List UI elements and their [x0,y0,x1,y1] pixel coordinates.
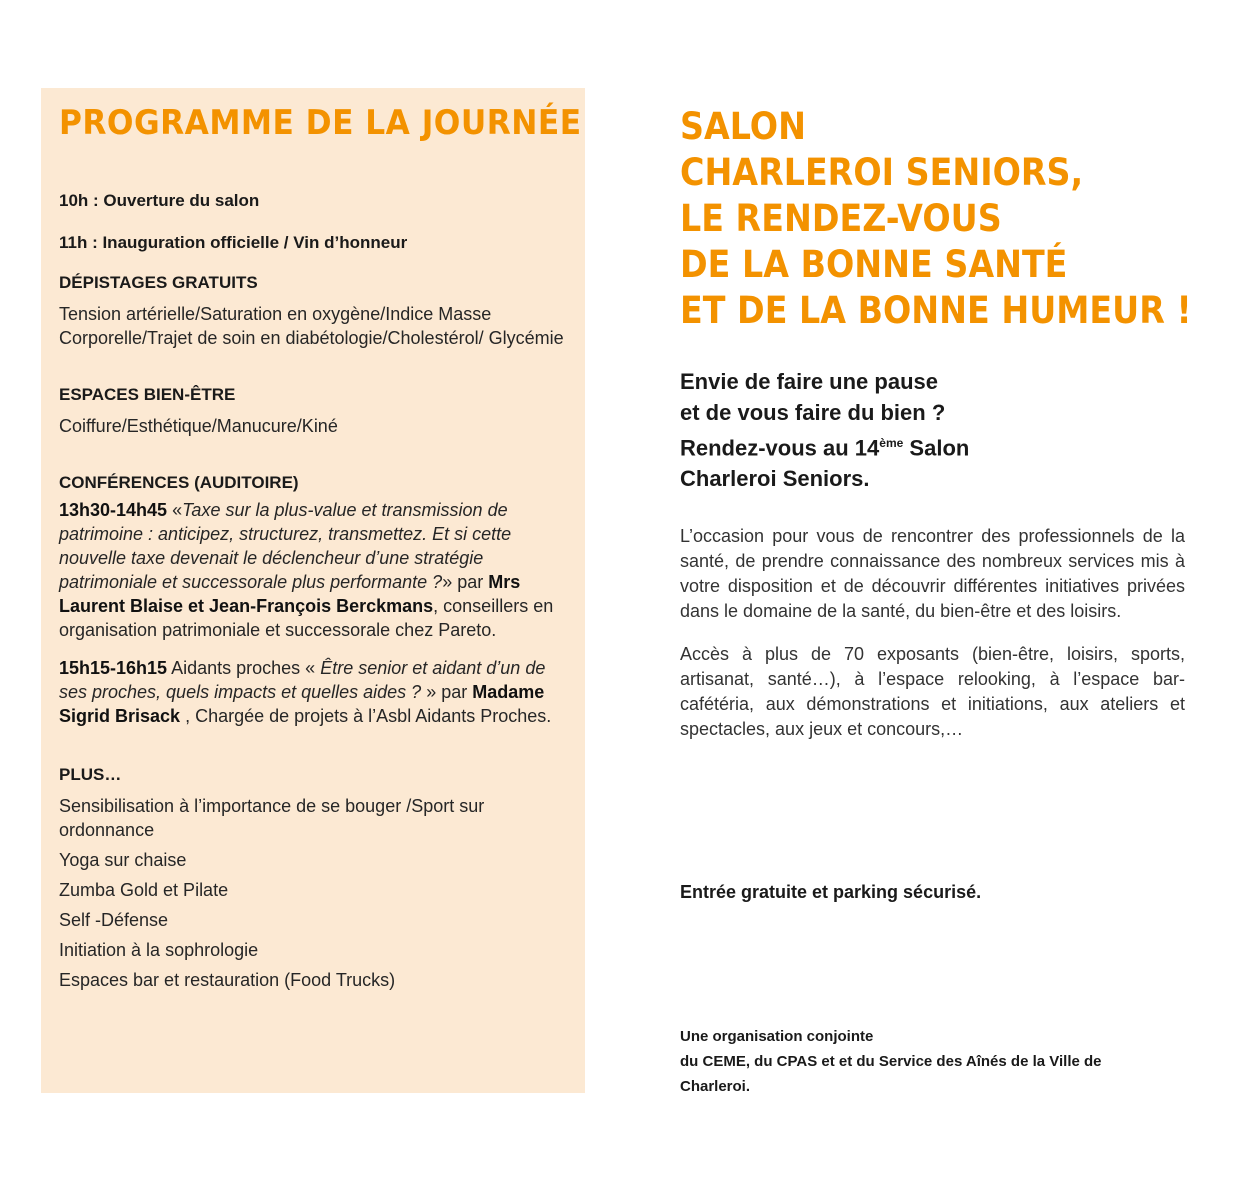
conference-2 [59,656,567,728]
salon-title-line: SALON [680,105,806,148]
conference-1-role: , conseillers en organisation patrimoniale et successorale chez Pareto. [59,596,554,640]
description-paragraph-2: Accès à plus de 70 exposants (bien-être, loisirs, sports, artisanat, santé…), à l’espace relooking, à l’espace bar-cafétéria, aux démonstrations et initiations, aux ateliers et spectacles, aux jeux et concours,… [680,644,1185,740]
intro-line: Charleroi Seniors. [680,466,870,492]
salon-title-line: ET DE LA BONNE HUMEUR ! [680,289,1192,332]
intro-line-3-pre: Rendez-vous au 14 [680,435,880,461]
conference-2-intro: Aidants proches « [167,658,321,678]
programme-panel [41,88,585,1093]
conference-2-close: » par [421,682,473,702]
salon-info [680,104,1192,760]
plus-list [59,794,567,992]
salon-intro [680,366,1185,494]
organisation-line-1: Une organisation conjointe [680,1028,874,1045]
salon-title [680,104,1192,334]
conference-2-time: 15h15-16h15 [59,658,168,678]
schedule-opening: 10h : Ouverture du salon [59,191,260,210]
conference-2-topic: Être senior et aidant d’un de ses proches, quels impacts et quelles aides ? [59,658,546,702]
depistages-heading: DÉPISTAGES GRATUITS [59,273,258,292]
intro-line-3-post: Salon [903,435,970,461]
salon-title-line: CHARLEROI SENIORS, [680,151,1084,194]
list-item: Yoga sur chaise [59,850,187,870]
conference-1 [59,498,567,642]
list-item: Initiation à la sophrologie [59,940,259,960]
list-item: Sensibilisation à l’importance de se bouger /Sport sur ordonnance [59,796,485,840]
programme-title: PROGRAMME DE LA JOURNÉE [59,103,582,143]
salon-title-line: DE LA BONNE SANTÉ [680,243,1068,286]
conference-1-topic: Taxe sur la plus-value et transmission de patrimoine : anticipez, structurez, transmettez. Et si cette nouvelle taxe devenait le déclencheur d’une stratégie patrimoniale et successorale plus performante ? [59,500,512,592]
list-item: Espaces bar et restauration (Food Trucks) [59,970,396,990]
bien-etre-body: Coiffure/Esthétique/Manucure/Kiné [59,416,338,436]
entry-info: Entrée gratuite et parking sécurisé. [680,882,982,902]
conference-1-speakers: Mrs Laurent Blaise et Jean-François Berckmans [59,572,521,616]
list-item: Zumba Gold et Pilate [59,880,229,900]
conference-2-role: , Chargée de projets à l’Asbl Aidants Proches. [180,706,552,726]
intro-line: Envie de faire une pause [680,369,938,394]
intro-line: et de vous faire du bien ? [680,400,946,425]
conferences-heading: CONFÉRENCES (AUDITOIRE) [59,473,299,492]
organisation-credit [680,1024,1160,1099]
conference-1-time: 13h30-14h45 [59,500,168,520]
conference-1-open-quote: « [167,500,183,520]
schedule-inauguration: 11h : Inauguration officielle / Vin d’honneur [59,233,408,252]
organisation-line-2: du CEME, du CPAS et et du Service des Aînés de la Ville de Charleroi. [680,1053,1102,1095]
salon-title-line: LE RENDEZ-VOUS [680,197,1002,240]
list-item: Self -Défense [59,910,169,930]
description-paragraph-1: L’occasion pour vous de rencontrer des professionnels de la santé, de prendre connaissance des nombreux services mis à votre disposition et de découvrir différentes initiatives privées dans le domaine de la santé, du bien-être et des loisirs. [680,526,1185,622]
plus-heading: PLUS… [59,765,122,784]
intro-line-3-sup: ème [879,436,904,450]
bien-etre-heading: ESPACES BIEN-ÊTRE [59,385,236,404]
depistages-body: Tension artérielle/Saturation en oxygène/Indice Masse Corporelle/Trajet de soin en diabétologie/Cholestérol/ Glycémie [59,304,564,348]
intro-line [680,428,1185,463]
conference-1-close-quote: » par [442,572,489,592]
conference-2-speaker: Madame Sigrid Brisack [59,682,545,726]
